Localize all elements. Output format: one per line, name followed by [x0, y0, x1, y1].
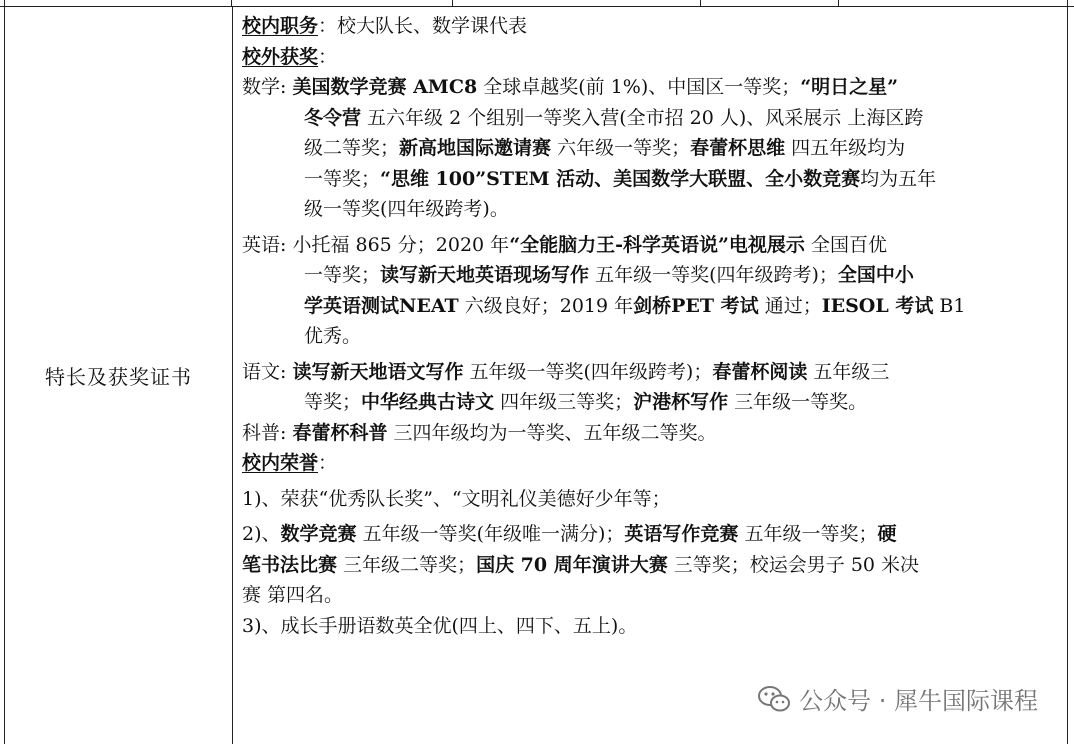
english-section: 英语: 小托福 865 分；2020 年“全能脑力王-科学英语说”电视展示 全国百优 一等奖；读写新天地英语现场写作 五年级一等奖(四年级跨考)；全国中小 学英语测试NEAT 六级良好；2019 年剑桥PET 考试 通过；IESOL 考试 B1 优秀。 [242, 233, 966, 347]
row-label: 特长及获奖证书 [45, 365, 192, 389]
honor-item: 3)、成长手册语数英全优(四上、四下、五上)。 [242, 614, 638, 637]
honors-heading-line: 校内荣誉： [242, 452, 338, 474]
watermark [757, 681, 1038, 716]
science-line: 科普: 春蕾杯科普 三四年级均为一等奖、五年级二等奖。 [242, 421, 717, 444]
label-cell [4, 7, 233, 744]
duties-heading: 校内职务 [242, 15, 319, 37]
watermark-text: 公众号 · 犀牛国际课程 [799, 687, 1038, 715]
math-label: 数学: [242, 76, 287, 98]
honor-item: 2)、数学竞赛 五年级一等奖(年级唯一满分)；英语写作竞赛 五年级一等奖；硬 笔书法比赛 三年级二等奖；国庆 70 周年演讲大赛 三等奖；校运会男子 50 米决 赛 第四名。 [242, 523, 920, 606]
table-rule [700, 0, 701, 6]
honor-item: 1)、荣获“优秀队长奖”、“文明礼仪美德好少年等； [242, 487, 671, 510]
duties-text: 校大队长、数学课代表 [337, 15, 528, 37]
content-cell [232, 7, 1068, 744]
table-rule [838, 0, 839, 6]
awards-heading: 校外获奖 [242, 45, 319, 68]
previous-row-border [0, 0, 1074, 7]
table-rule [1067, 0, 1068, 6]
honors-heading: 校内荣誉 [242, 452, 319, 474]
duties-line: 校内职务：校大队长、数学课代表 [242, 15, 528, 37]
awards-heading-line: 校外获奖： [242, 45, 338, 68]
math-section: 数学: 美国数学竞赛 AMC8 全球卓越奖(前 1%)、中国区一等奖；“明日之星” 冬令营 五六年级 2 个组别一等奖入营(全市招 20 人)、风采展示 上海区跨 级二等奖；新高地国际邀请赛 六年级一等奖；春蕾杯思维 四五年级均为 一等奖；“思维 100”STEM 活动、美国数学大联盟、全小数竞赛均为五年 级一等奖(四年级跨考)。 [242, 76, 937, 220]
science-label: 科普: [242, 421, 287, 444]
table-rule [452, 0, 453, 6]
table-rule [231, 0, 232, 6]
english-label: 英语: [242, 233, 287, 256]
chinese-section: 语文: 读写新天地语文写作 五年级一等奖(四年级跨考)；春蕾杯阅读 五年级三 等奖；中华经典古诗文 四年级三等奖；沪港杯写作 三年级一等奖。 [242, 360, 890, 413]
wechat-icon [757, 685, 791, 713]
table-rule [4, 0, 5, 6]
chinese-label: 语文: [242, 360, 287, 383]
